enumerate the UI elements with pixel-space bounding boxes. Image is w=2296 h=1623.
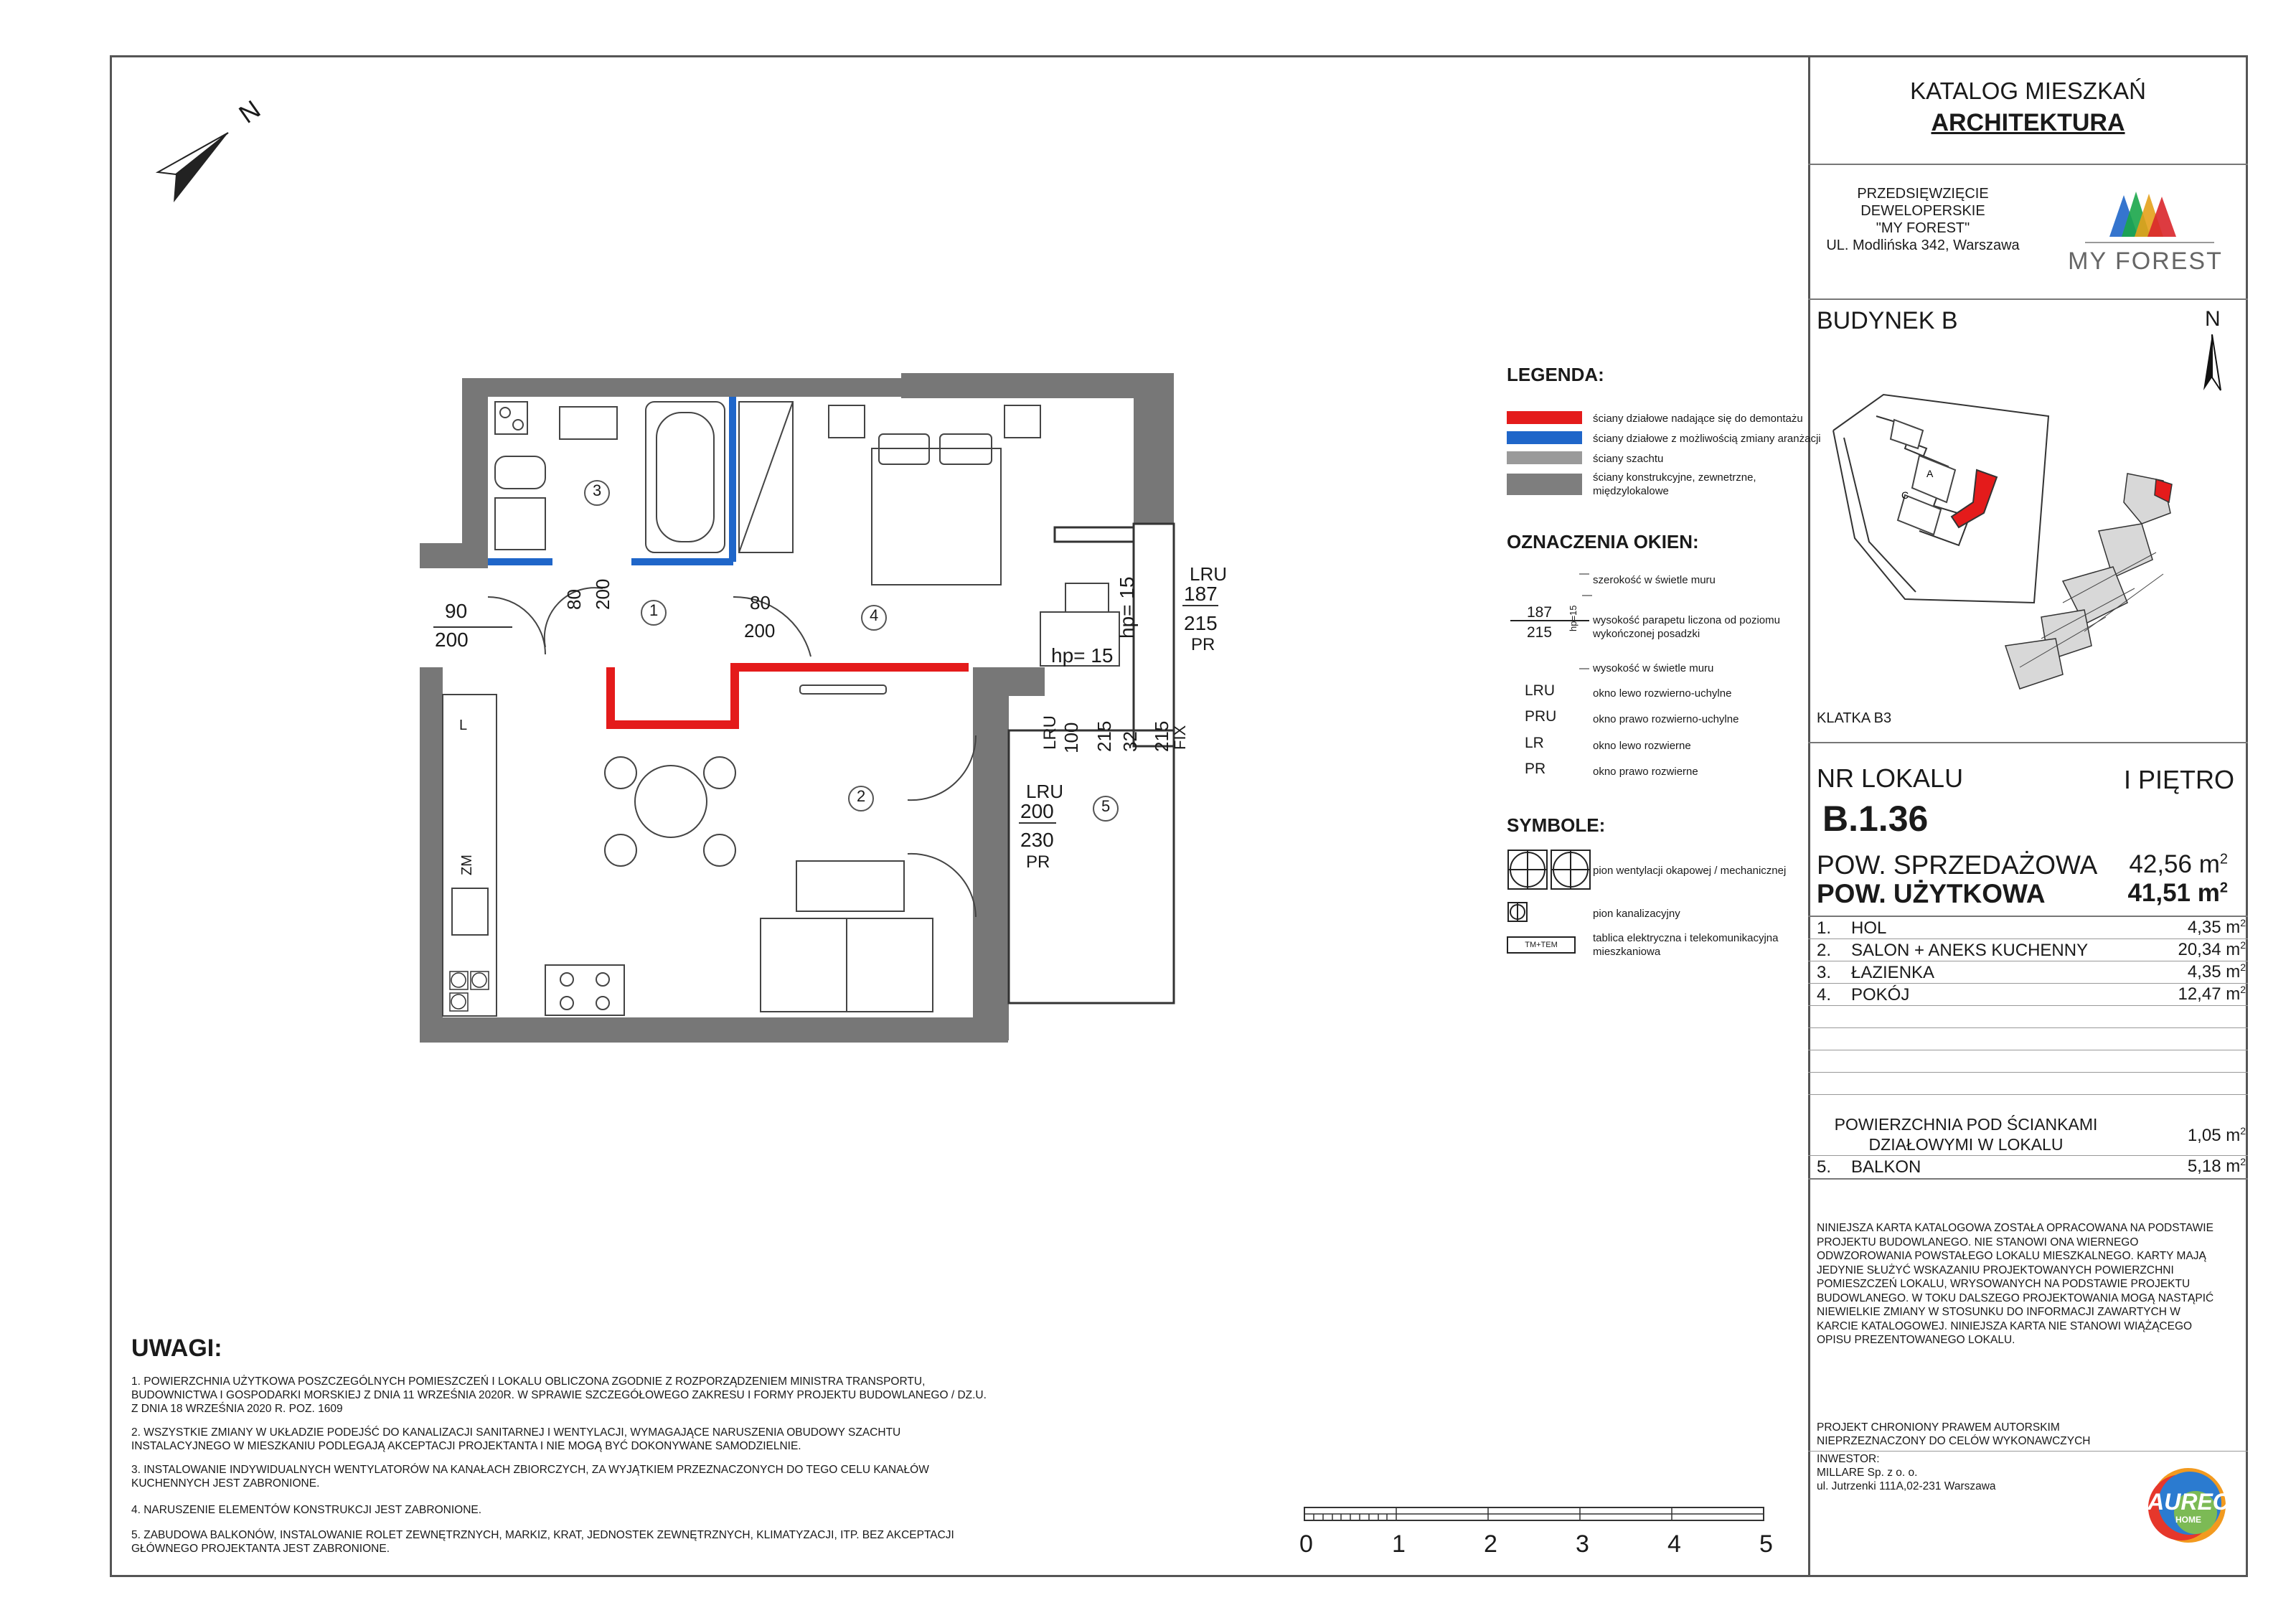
- divider: [1808, 742, 2248, 743]
- legend-title: LEGENDA:: [1507, 364, 1604, 385]
- balcony-door-opening: PR: [1026, 852, 1050, 872]
- scale-bar: [1302, 1505, 1769, 1527]
- divider: [1808, 1178, 2248, 1180]
- balcony-door-type: LRU: [1026, 781, 1064, 802]
- side-window-fix: FIX: [1171, 725, 1189, 750]
- sale-area-value: 42,56 $m^2$: [2129, 850, 2228, 878]
- project-info: PRZEDSIĘWZIĘCIE DEWELOPERSKIE "MY FOREST" UL. Modlińska 342, Warszawa: [1826, 186, 2020, 253]
- svg-text:A: A: [1926, 468, 1934, 479]
- symbol-text: tablica elektryczna i telekomunikacyjna mieszkaniowa: [1593, 932, 1779, 958]
- fridge-label: L: [459, 718, 468, 733]
- window-type-text: okno lewo rozwierno-uchylne: [1593, 687, 1732, 700]
- aurec-logo-icon: AUREC HOME: [2138, 1466, 2239, 1545]
- room-number-label: 2: [857, 787, 866, 805]
- divider: [1808, 1451, 2248, 1452]
- legend-text: ściany działowe nadające się do demontażu: [1593, 413, 1803, 425]
- window-type-code: LRU: [1525, 682, 1556, 699]
- sewer-pipe-icon: [1507, 901, 1528, 923]
- site-plan: [1826, 387, 2242, 703]
- room-num: 1.: [1817, 918, 1832, 938]
- legend-swatch: [1507, 431, 1582, 444]
- stair-label: KLATKA B3: [1817, 710, 1892, 726]
- room-num: 2.: [1817, 941, 1832, 960]
- legend-swatch: [1507, 474, 1582, 495]
- note-item: 3. INSTALOWANIE INDYWIDUALNYCH WENTYLATORÓW NA KANAŁACH ZBIORCZYCH, ZA WYJĄTKIEM PRZEZNACZONYCH DO TEGO CELU KANAŁÓW KUCHENNYCH JEST ZABRONIONE.: [131, 1464, 929, 1490]
- room-door-width: 80: [750, 592, 771, 613]
- room-number-label: 5: [1101, 797, 1111, 815]
- room-area: 4,35 $m^2$: [2187, 961, 2246, 982]
- compass-label: N: [233, 94, 266, 129]
- electrical-panel-icon: TM+TEM: [1507, 936, 1576, 954]
- window-sample-width: 187: [1527, 604, 1553, 621]
- logo-rule: [2085, 242, 2214, 243]
- window-desc-height: wysokość w świetle muru: [1593, 662, 1714, 674]
- note-item: 2. WSZYSTKIE ZMIANY W UKŁADZIE PODEJŚĆ DO KANALIZACJI SANITARNEJ I WENTYLACJI, WYMAGAJĄCE NARUSZENIA OBUDOWY SZACHTU INSTALACYJNEGO W MIESZKANIU PODLEGAJĄ AKCEPTACJI PROJEKTANTA I NIE MOGĄ BYĆ DOKONYWANE SAMODZIELNIE.: [131, 1426, 901, 1452]
- window-sample-height: 215: [1527, 624, 1553, 641]
- side-window-width: 100: [1060, 722, 1082, 753]
- window-type-code: PRU: [1525, 708, 1557, 725]
- window-type-text: okno prawo rozwierne: [1593, 766, 1698, 778]
- room-num: 4.: [1817, 985, 1832, 1005]
- room-number-label: 3: [593, 481, 602, 499]
- investor-info: INWESTOR: MILLARE Sp. z o. o. ul. Jutrzenki 111A,02-231 Warszawa: [1817, 1453, 1996, 1492]
- legend-text: ściany szachtu: [1593, 453, 1664, 465]
- window-type-text: okno prawo rozwierno-uchylne: [1593, 713, 1739, 725]
- notes-title: UWAGI:: [131, 1335, 222, 1362]
- window-hp: hp= 15: [1116, 576, 1138, 639]
- room-area: 12,47 $m^2$: [2178, 984, 2246, 1004]
- floor-plan: [409, 373, 1198, 1055]
- scale-label: 3: [1576, 1530, 1589, 1558]
- bath-door-height: 200: [592, 578, 613, 610]
- window-type-code: PR: [1525, 761, 1546, 777]
- room-number-label: 4: [870, 606, 879, 624]
- entry-door-height: 200: [435, 629, 469, 651]
- unit-floor: I PIĘTRO: [2124, 765, 2235, 794]
- side-window-sill: 32: [1119, 731, 1141, 752]
- divider: [1808, 1005, 2248, 1006]
- balcony-name: BALKON: [1851, 1157, 1921, 1177]
- room-number-label: 1: [649, 601, 659, 619]
- svg-text:C: C: [1901, 489, 1909, 501]
- building-north-label: N: [2205, 307, 2221, 331]
- window-type: LRU: [1190, 563, 1228, 585]
- side-window-height: 215: [1093, 720, 1115, 752]
- scale-label: 2: [1484, 1530, 1497, 1558]
- window-type-text: okno lewo rozwierne: [1593, 740, 1691, 752]
- room-name: POKÓJ: [1851, 985, 1910, 1005]
- disclaimer: NINIEJSZA KARTA KATALOGOWA ZOSTAŁA OPRACOWANA NA PODSTAWIE PROJEKTU BUDOWLANEGO. NIE STANOWI ONA WIERNEGO ODWZOROWANIA POWSTAŁEGO LOKALU MIESZKALNEGO. KARTY MAJĄ JEDYNIE SŁUŻYĆ WSKAZANIU PROJEKTOWANYCH POWIERZCHNI POMIESZCZEŃ LOKALU, WRYSOWANYCH NA PODSTAWIE PROJEKTU BUDOWLANEGO. W TOKU DALSZEGO PROJEKTOWANIA MOGĄ NASTĄPIĆ NIEWIELKIE ZMIANY W STOSUNKU DO INFORMACJI ZAWARTYCH W KARCIE KATALOGOWEJ. NINIEJSZA KARTA NIE STANOWI WIĄŻĄCEGO OPISU PREZENTOWANEGO LOKALU.: [1817, 1222, 2214, 1346]
- usable-area-value: 41,51 $m^2$: [2127, 879, 2228, 907]
- symbols-title: SYMBOLE:: [1507, 814, 1606, 836]
- side-window-type: LRU: [1040, 715, 1060, 750]
- north-arrow-icon: [2198, 334, 2226, 392]
- window-sample-hp: hp=15: [1568, 605, 1578, 631]
- partition-label: POWIERZCHNIA POD ŚCIANKAMI DZIAŁOWYMI W LOKALU: [1834, 1115, 2098, 1154]
- window-width: 187: [1184, 583, 1218, 605]
- scale-label: 5: [1759, 1530, 1773, 1558]
- balcony-area: 5,18 $m^2$: [2187, 1156, 2246, 1176]
- balcony-num: 5.: [1817, 1157, 1832, 1177]
- symbol-text: pion wentylacji okapowej / mechanicznej: [1593, 865, 1787, 877]
- window-opening: PR: [1191, 635, 1215, 654]
- my-forest-logo-text: MY FOREST: [2068, 248, 2223, 275]
- sale-area-label: POW. SPRZEDAŻOWA: [1817, 850, 2098, 880]
- catalog-title: KATALOG MIESZKAŃ: [1910, 77, 2146, 104]
- windows-legend-title: OZNACZENIA OKIEN:: [1507, 531, 1699, 552]
- ventilation-shaft-icon: [1507, 849, 1593, 892]
- my-forest-logo-icon: [2106, 188, 2178, 238]
- building-label: BUDYNEK B: [1817, 307, 1958, 334]
- room-area: 4,35 $m^2$: [2187, 917, 2246, 937]
- side-window-height-2: 215: [1151, 720, 1172, 752]
- window-height: 215: [1184, 612, 1218, 634]
- legend-swatch: [1507, 451, 1582, 464]
- note-item: 1. POWIERZCHNIA UŻYTKOWA POSZCZEGÓLNYCH POMIESZCZEŃ I LOKALU OBLICZONA ZGODNIE Z ROZPORZĄDZENIEM MINISTRA TRANSPORTU, BUDOWNICTWA I GOSPODARKI MORSKIEJ Z DNIA 11 WRZEŚNIA 2020R. W SPRAWIE SZCZEGÓŁOWEGO ZAKRESU I FORMY PROJEKTU BUDOWLANEGO / DZ.U. Z DNIA 18 WRZEŚNIA 2020 R. POZ. 1609: [131, 1375, 987, 1415]
- divider: [1808, 1072, 2248, 1073]
- room-name: ŁAZIENKA: [1851, 963, 1935, 982]
- usable-area-label: POW. UŻYTKOWA: [1817, 879, 2046, 908]
- window-type-code: LR: [1525, 735, 1544, 751]
- window-hp: hp= 15: [1051, 644, 1114, 667]
- legend-swatch: [1507, 411, 1582, 424]
- bath-door-width: 80: [563, 589, 585, 610]
- room-num: 3.: [1817, 963, 1832, 982]
- note-item: 5. ZABUDOWA BALKONÓW, INSTALOWANIE ROLET ZEWNĘTRZNYCH, MARKIZ, KRAT, JEDNOSTEK ZEWNĘTRZNYCH, KLIMATYZACJI, ITP. BEZ AKCEPTACJI GŁÓWNEGO PROJEKTANTA JEST ZABRONIONE.: [131, 1529, 954, 1555]
- window-desc-width: szerokość w świetle muru: [1593, 574, 1716, 586]
- symbol-text: pion kanalizacyjny: [1593, 908, 1680, 920]
- divider: [1808, 164, 2248, 165]
- divider: [1808, 298, 2248, 300]
- copyright: PROJEKT CHRONIONY PRAWEM AUTORSKIM NIEPRZEZNACZONY DO CELÓW WYKONAWCZYCH: [1817, 1421, 2091, 1447]
- catalog-subtitle: ARCHITEKTURA: [1931, 109, 2125, 136]
- dim-rule: [1182, 605, 1218, 606]
- unit-number: B.1.36: [1822, 799, 1929, 839]
- room-name: HOL: [1851, 918, 1887, 938]
- divider: [1808, 1094, 2248, 1095]
- washer-label: ZM: [459, 855, 475, 875]
- legend-text: ściany konstrukcyjne, zewnetrzne, międzylokalowe: [1593, 471, 1756, 497]
- note-item: 4. NARUSZENIE ELEMENTÓW KONSTRUKCJI JEST ZABRONIONE.: [131, 1504, 482, 1516]
- balcony-door-height: 230: [1020, 829, 1054, 851]
- scale-label: 0: [1299, 1530, 1313, 1558]
- balcony-door-width: 200: [1020, 800, 1054, 822]
- partition-area: 1,05 $m^2$: [2187, 1125, 2246, 1145]
- entry-door-width: 90: [445, 600, 468, 622]
- window-desc-parapet: wysokość parapetu liczona od poziomu wykończonej posadzki: [1593, 614, 1780, 640]
- unit-nr-label: NR LOKALU: [1817, 763, 1964, 793]
- room-area: 20,34 $m^2$: [2178, 939, 2246, 959]
- room-name: SALON + ANEKS KUCHENNY: [1851, 941, 2089, 960]
- dim-rule: [433, 626, 512, 628]
- scale-label: 4: [1667, 1530, 1681, 1558]
- scale-label: 1: [1392, 1530, 1406, 1558]
- window-sample-diagram: [1510, 567, 1596, 674]
- dim-rule: [1019, 822, 1056, 824]
- divider: [1808, 1027, 2248, 1028]
- room-door-height: 200: [744, 620, 776, 641]
- legend-text: ściany działowe z możliwością zmiany aranżacji: [1593, 433, 1821, 445]
